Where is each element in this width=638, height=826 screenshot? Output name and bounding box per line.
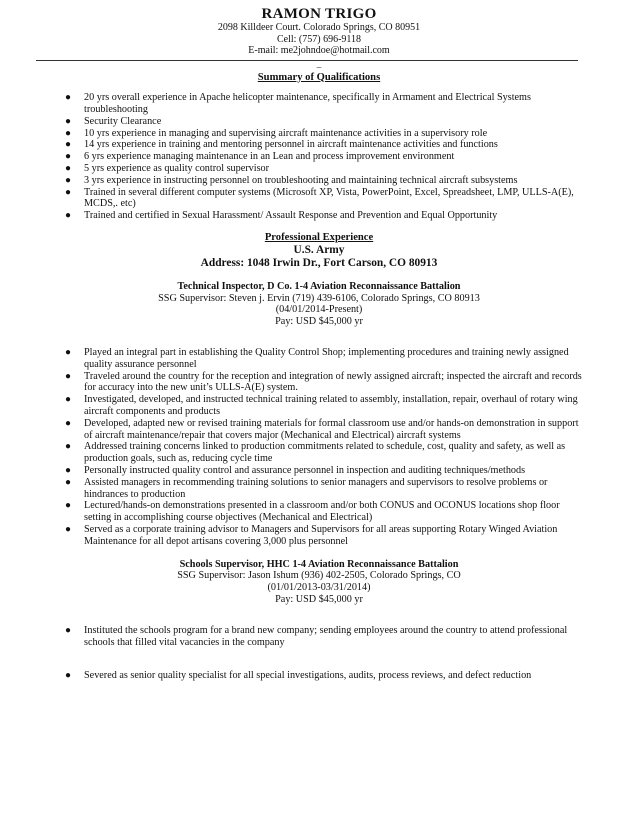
job-dates: (01/01/2013-03/31/2014) xyxy=(267,582,371,594)
email-line: E-mail: me2johndoe@hotmail.com xyxy=(248,45,390,56)
candidate-name: RAMON TRIGO xyxy=(261,6,377,22)
experience-header xyxy=(0,232,638,270)
bullet-icon: ● xyxy=(65,174,72,186)
bullet-icon: ● xyxy=(65,670,72,682)
list-item: ● Security Clearance xyxy=(65,115,162,127)
list-item: ● Lectured/hands-on demonstrations presented in a classroom and/or both CONUS and OCONUS locations shop floor setting in accomplishing course objectives (Mechanical and Electrical) xyxy=(65,500,560,524)
list-item: ● Addressed training concerns linked to production commitments related to schedule, cost, quality and safety, as well as production goals, such as, reducing cycle time xyxy=(65,441,566,465)
list-item: ● 10 yrs experience in managing and supervising aircraft maintenance activities in a supervisory role xyxy=(65,127,488,139)
address-line: 2098 Killdeer Court. Colorado Springs, CO 80951 xyxy=(217,22,421,33)
job-duties-list xyxy=(0,625,584,649)
employer-address: Address: 1048 Irwin Dr., Fort Carson, CO 80913 xyxy=(200,256,438,269)
list-item: ● 6 yrs experience managing maintenance in an Lean and process improvement environment xyxy=(65,151,455,163)
bullet-icon: ● xyxy=(65,347,72,359)
bullet-icon: ● xyxy=(65,500,72,512)
job-title: Technical Inspector, D Co. 1-4 Aviation Reconnaissance Battalion xyxy=(177,280,461,292)
list-item: ● Investigated, developed, and instructed technical training related to assembly, installation, repair, overhaul of rotary wing aircraft components and products xyxy=(65,394,578,418)
list-item: ● Trained and certified in Sexual Harassment/ Assault Response and Prevention and Equal Opportunity xyxy=(65,210,498,222)
experience-heading: Professional Experience xyxy=(264,232,374,244)
job-title: Schools Supervisor, HHC 1-4 Aviation Reconnaissance Battalion xyxy=(179,558,459,570)
job-pay: Pay: USD $45,000 yr xyxy=(275,593,363,605)
bullet-icon: ● xyxy=(65,465,72,477)
list-item: ● Severed as senior quality specialist for all special investigations, audits, process reviews, and defect reduction xyxy=(65,670,532,682)
list-item: ● Traveled around the country for the reception and integration of newly assigned aircraft; inspected the aircraft and records for accuracy into the new unit’s ULLS-A(E) system. xyxy=(65,370,582,394)
bullet-icon: ● xyxy=(65,370,72,382)
summary-heading: Summary of Qualifications xyxy=(257,71,381,83)
header-divider-tail: _ xyxy=(316,58,322,69)
list-item: ● Assisted managers in recommending training solutions to senior managers and supervisors to resolve problems or hindrances to production xyxy=(65,476,548,500)
job-pay: Pay: USD $45,000 yr xyxy=(275,316,363,328)
list-item: ● Instituted the schools program for a brand new company; sending employees around the country to attend professional schools that filled vital vacancies in the company xyxy=(65,624,568,648)
job-supervisor: SSG Supervisor: Steven j. Ervin (719) 439-6106, Colorado Springs, CO 80913 xyxy=(158,292,480,304)
list-item: ● Trained in several different computer systems (Microsoft XP, Vista, PowerPoint, Excel, Spreadsheet, LMP, ULLS-A(E), MCDS,. etc) xyxy=(65,186,574,210)
list-item: ● 3 yrs experience in instructing personnel on troubleshooting and maintaining technical aircraft subsystems xyxy=(65,174,518,186)
job-duties-list xyxy=(0,347,584,548)
bullet-icon: ● xyxy=(65,92,72,104)
job-duties-list xyxy=(0,670,584,682)
job-dates: (04/01/2014-Present) xyxy=(275,304,363,316)
resume-header xyxy=(0,0,638,57)
bullet-icon: ● xyxy=(65,524,72,535)
bullet-icon: ● xyxy=(65,163,72,175)
bullet-icon: ● xyxy=(65,115,72,127)
bullet-icon: ● xyxy=(65,476,72,488)
bullet-icon: ● xyxy=(65,441,72,453)
employer-name: U.S. Army xyxy=(293,243,345,256)
bullet-icon: ● xyxy=(65,139,72,151)
bullet-icon: ● xyxy=(65,394,72,406)
list-item: ● Personally instructed quality control and assurance personnel in inspection and auditing techniques/methods xyxy=(65,465,526,477)
bullet-icon: ● xyxy=(65,151,72,163)
bullet-icon: ● xyxy=(65,210,72,222)
list-item: ● 14 yrs experience in training and mentoring personnel in aircraft maintenance activities and functions xyxy=(65,139,498,151)
list-item: ● Developed, adapted new or revised training materials for formal classroom use and/or hands-on demonstration in support of aircraft maintenance/repair that covers major (Mechanical and Electrical) aircraft systems xyxy=(65,417,579,441)
bullet-icon: ● xyxy=(65,417,72,429)
cell-line: Cell: (757) 696-9118 xyxy=(276,33,362,45)
list-item: ● Served as a corporate training advisor to Managers and Supervisors for all areas supporting Rotary Winged Aviation Maintenance for all depot artisans covering 3,000 plus personnel xyxy=(65,524,558,547)
bullet-icon: ● xyxy=(65,624,72,636)
list-item: ● 20 yrs overall experience in Apache helicopter maintenance, specifically in Armament and Electrical Systems troubleshooting xyxy=(65,92,531,116)
list-item: ● 5 yrs experience as quality control supervisor xyxy=(65,163,270,175)
summary-list xyxy=(0,92,584,222)
bullet-icon: ● xyxy=(65,186,72,198)
job-header-technical-inspector xyxy=(0,281,638,328)
job-supervisor: SSG Supervisor: Jason Ishum (936) 402-2505, Colorado Springs, CO xyxy=(177,570,461,582)
job-header-schools-supervisor xyxy=(0,559,638,606)
bullet-icon: ● xyxy=(65,127,72,139)
list-item: ● Played an integral part in establishing the Quality Control Shop; implementing procedures and training newly assigned quality assurance personnel xyxy=(65,347,569,370)
